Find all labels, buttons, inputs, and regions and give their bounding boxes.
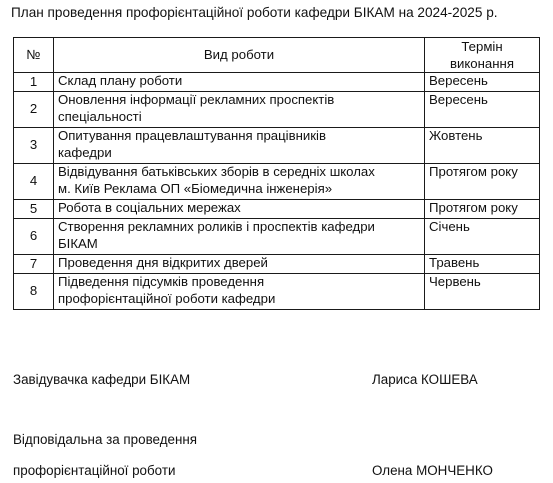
document-title: План проведення профорієнтаційної роботи кафедри БІКАМ на 2024-2025 р.: [11, 5, 498, 20]
responsible-position-line2: профорієнтаційної роботи: [13, 463, 176, 478]
row-deadline: Жовтень: [425, 128, 540, 164]
table-header-row: [14, 38, 540, 73]
responsible-name: Олена МОНЧЕНКО: [372, 463, 493, 478]
row-deadline: Вересень: [425, 73, 540, 92]
table-row: [14, 73, 540, 92]
row-work-type: [54, 164, 425, 200]
table-row: [14, 164, 540, 200]
row-work-line2: спеціальності: [58, 108, 142, 124]
head-name: Лариса КОШЕВА: [372, 372, 478, 387]
row-number: 5: [14, 200, 54, 219]
row-work-line1: Склад плану роботи: [58, 73, 183, 88]
header-work-type: Вид роботи: [54, 38, 425, 73]
header-deadline: [425, 38, 540, 73]
header-number: №: [14, 38, 54, 73]
row-work-line2: м. Київ Реклама ОП «Біомедична інженерія»: [58, 180, 333, 196]
row-work-line1: Опитування працевлаштування працівників: [58, 128, 326, 143]
row-number: 1: [14, 73, 54, 92]
row-number: 8: [14, 274, 54, 310]
header-deadline-line2: виконання: [450, 56, 514, 71]
row-work-line2: кафедри: [58, 144, 112, 160]
row-deadline: Вересень: [425, 92, 540, 128]
row-work-type: [54, 73, 425, 92]
row-work-line1: Підведення підсумків проведення: [58, 274, 265, 289]
table-row: [14, 274, 540, 310]
table-row: [14, 128, 540, 164]
row-number: 2: [14, 92, 54, 128]
row-deadline: Травень: [425, 255, 540, 274]
row-work-line2: БІКАМ: [58, 235, 98, 251]
row-work-line2: профорієнтаційної роботи кафедри: [58, 290, 276, 306]
head-position: Завідувачка кафедри БІКАМ: [13, 372, 191, 387]
row-number: 3: [14, 128, 54, 164]
row-deadline: Січень: [425, 219, 540, 255]
row-deadline: Протягом року: [425, 164, 540, 200]
row-work-type: [54, 200, 425, 219]
row-deadline: Протягом року: [425, 200, 540, 219]
work-plan-table: [13, 37, 540, 310]
row-work-type: [54, 128, 425, 164]
row-work-line1: Створення рекламних роликів і проспектів кафедри: [58, 219, 375, 234]
row-number: 6: [14, 219, 54, 255]
row-work-type: [54, 92, 425, 128]
row-work-type: [54, 255, 425, 274]
row-work-line1: Робота в соціальних мережах: [58, 200, 241, 215]
row-work-type: [54, 219, 425, 255]
row-number: 7: [14, 255, 54, 274]
table-row: [14, 219, 540, 255]
row-number: 4: [14, 164, 54, 200]
table-row: [14, 92, 540, 128]
table-row: [14, 200, 540, 219]
header-deadline-line1: Термін: [461, 39, 503, 54]
row-work-line1: Проведення дня відкритих дверей: [58, 255, 268, 270]
row-work-line1: Оновлення інформації рекламних проспектів: [58, 92, 335, 107]
table-row: [14, 255, 540, 274]
row-work-type: [54, 274, 425, 310]
responsible-position-line1: Відповідальна за проведення: [13, 432, 197, 447]
row-deadline: Червень: [425, 274, 540, 310]
row-work-line1: Відвідування батьківських зборів в середніх школах: [58, 164, 375, 179]
